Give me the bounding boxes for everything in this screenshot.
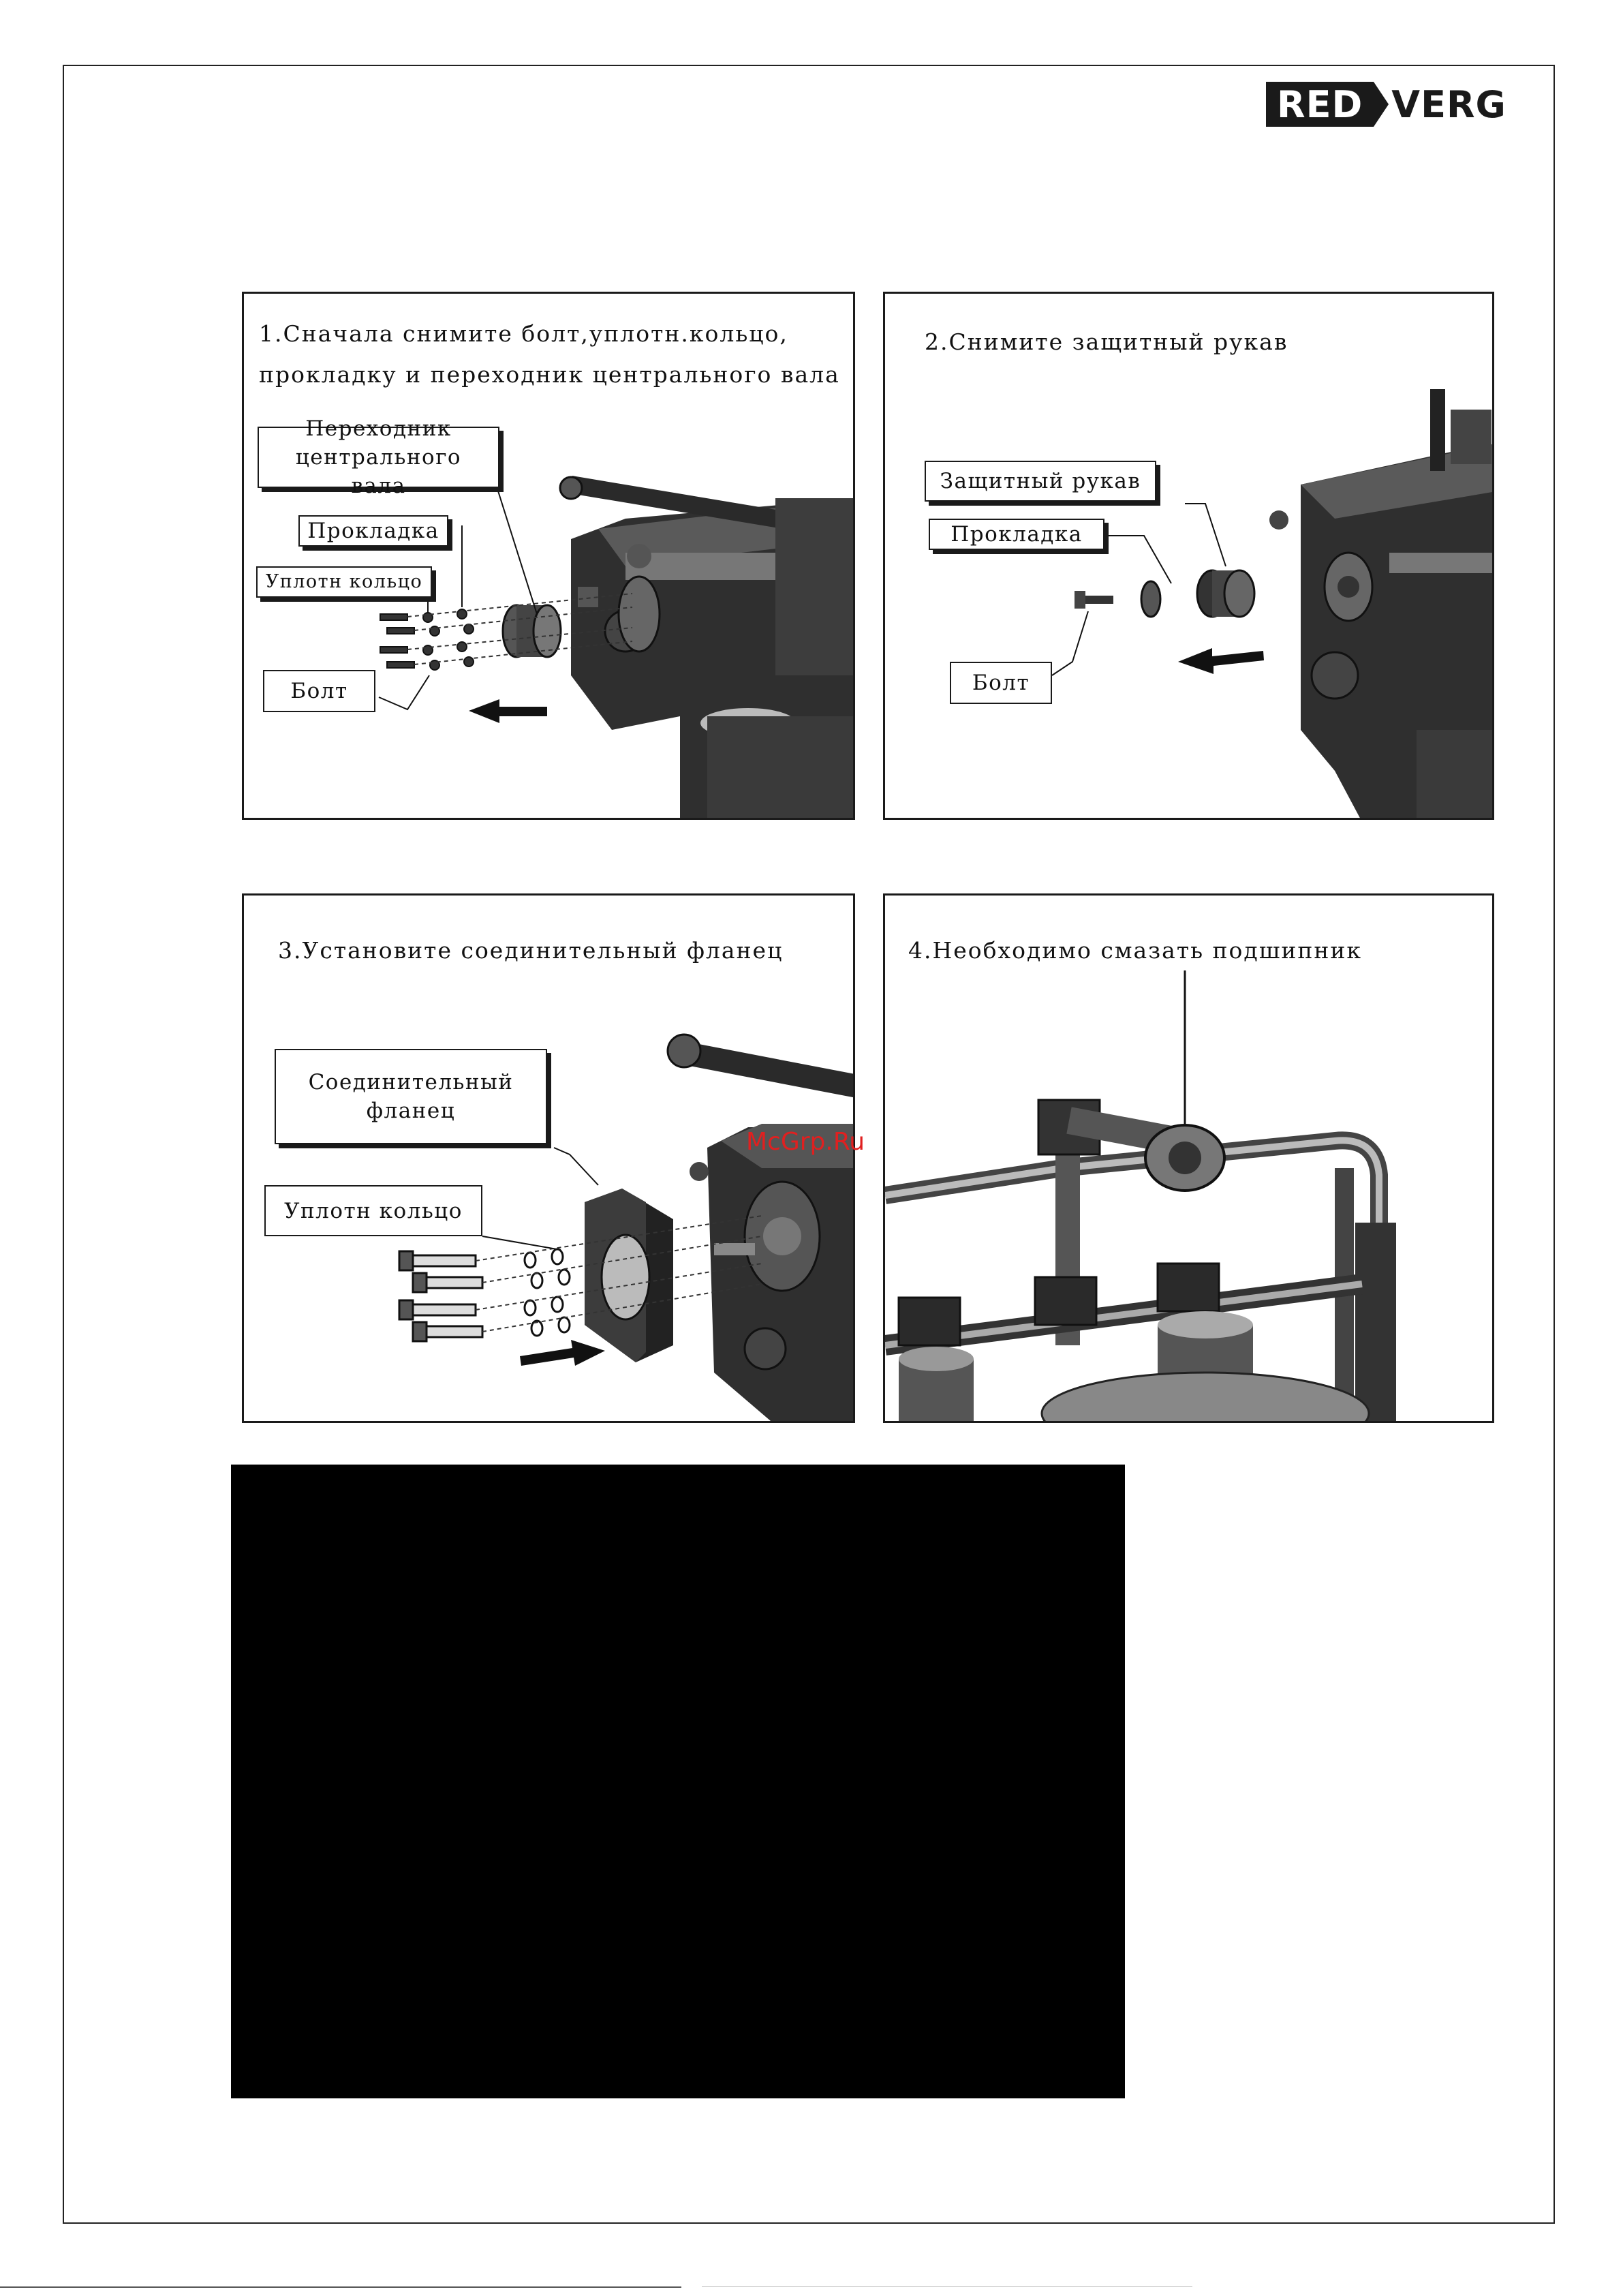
step-4-title: 4.Необходимо смазать подшипник bbox=[908, 937, 1363, 964]
step-3-illustration bbox=[244, 896, 855, 1423]
callout-adapter: Переходник центрального вала bbox=[258, 427, 499, 488]
callout-bolt: Болт bbox=[263, 670, 375, 712]
brand-logo-verg: VERG bbox=[1391, 82, 1506, 126]
callout-gasket-2: Прокладка bbox=[929, 519, 1104, 550]
footer-rule-secondary bbox=[702, 2286, 1192, 2287]
brand-logo-arrow-icon bbox=[1374, 82, 1389, 127]
step-1-panel bbox=[242, 292, 855, 820]
brand-logo bbox=[1266, 82, 1512, 127]
step-3-panel bbox=[242, 893, 855, 1423]
callout-bolt-2: Болт bbox=[950, 662, 1052, 704]
callout-seal-ring-3: Уплотн кольцо bbox=[264, 1185, 482, 1236]
watermark: McGrp.Ru bbox=[746, 1128, 865, 1156]
redacted-area bbox=[231, 1465, 1125, 2098]
callout-seal-ring: Уплотн кольцо bbox=[256, 566, 432, 598]
callout-flange: Соединительный фланец bbox=[275, 1049, 547, 1144]
step-4-illustration bbox=[885, 896, 1494, 1423]
brand-logo-red: RED bbox=[1266, 82, 1374, 127]
step-3-title: 3.Установите соединительный фланец bbox=[278, 937, 784, 964]
step-1-title-line2: прокладку и переходник центрального вала bbox=[259, 361, 840, 388]
footer-rule bbox=[0, 2286, 681, 2288]
step-4-panel bbox=[883, 893, 1494, 1423]
step-2-panel bbox=[883, 292, 1494, 820]
callout-gasket: Прокладка bbox=[298, 515, 448, 547]
step-2-title: 2.Снимите защитный рукав bbox=[925, 328, 1288, 355]
step-2-illustration bbox=[885, 294, 1494, 820]
step-1-title-line1: 1.Сначала снимите болт,уплотн.кольцо, bbox=[259, 320, 788, 347]
callout-sleeve: Защитный рукав bbox=[925, 461, 1156, 502]
